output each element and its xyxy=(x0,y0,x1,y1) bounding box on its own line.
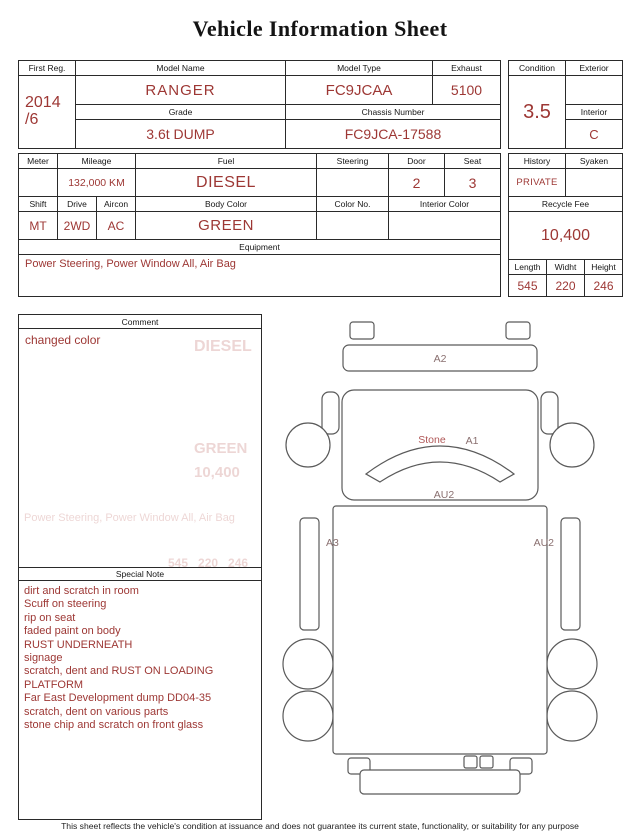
special-note-item: scratch, dent on various parts xyxy=(24,705,169,718)
rear-wheel-right-2 xyxy=(547,691,597,741)
shift-label: Shift xyxy=(19,197,58,212)
equipment-value: Power Steering, Power Window All, Air Bag xyxy=(19,255,501,297)
fuel-label: Fuel xyxy=(136,154,317,169)
color-no-value xyxy=(317,212,389,240)
first-reg-month: /6 xyxy=(25,111,39,128)
condition-score: 3.5 xyxy=(509,76,566,149)
rear-wheel-left-2 xyxy=(283,691,333,741)
body-color-label: Body Color xyxy=(136,197,317,212)
body-color-value: GREEN xyxy=(136,212,317,240)
front-mark-label: A2 xyxy=(433,353,447,365)
front-wheel-right xyxy=(550,423,594,467)
length-label: Length xyxy=(509,260,547,275)
equipment-label: Equipment xyxy=(19,240,501,255)
registration-table xyxy=(18,60,501,149)
aircon-label: Aircon xyxy=(97,197,136,212)
interior-label: Interior xyxy=(566,105,623,120)
special-note-item: signage xyxy=(24,652,63,665)
model-type-value: FC9JCAA xyxy=(286,76,433,105)
door-label: Door xyxy=(389,154,445,169)
syaken-label: Syaken xyxy=(566,154,623,169)
ghost-text: 10,400 xyxy=(194,464,240,481)
chassis-number-value: FC9JCA-17588 xyxy=(286,120,501,149)
cab-mark-label: AU2 xyxy=(433,489,455,501)
special-note-item: dirt and scratch in room xyxy=(24,585,139,597)
color-no-label: Color No. xyxy=(317,197,389,212)
steering-value xyxy=(317,169,389,197)
first-reg-year: 2014 xyxy=(25,94,61,112)
interior-grade: C xyxy=(566,120,623,149)
ghost-text: DIESEL xyxy=(194,338,252,355)
grade-value: 3.6t DUMP xyxy=(76,120,286,149)
special-note-item: scratch, dent and RUST ON LOADING PLATFORM xyxy=(24,665,214,691)
front-marker-left xyxy=(322,392,339,434)
fuel-value: DIESEL xyxy=(136,169,317,197)
condition-label: Condition xyxy=(509,61,566,76)
interior-color-value xyxy=(389,212,501,240)
seat-value: 3 xyxy=(445,169,501,197)
special-note-item: Far East Development dump DD04-35 xyxy=(24,692,212,705)
right-side-mark-label: AU2 xyxy=(533,537,554,549)
model-name-value: RANGER xyxy=(76,76,286,105)
front-wheel-left xyxy=(286,423,330,467)
first-reg-value xyxy=(19,76,76,149)
rear-bumper xyxy=(360,770,520,794)
rear-lamp-center-1 xyxy=(464,756,477,768)
length-value: 545 xyxy=(509,275,547,297)
door-value: 2 xyxy=(389,169,445,197)
special-note-item: stone chip and scratch on front glass xyxy=(24,719,204,732)
meter-value xyxy=(19,169,58,197)
special-note-item: Scuff on steering xyxy=(24,598,107,611)
height-label: Height xyxy=(585,260,623,275)
width-label: Widht xyxy=(547,260,585,275)
recycle-fee-label: Recycle Fee xyxy=(509,197,623,212)
special-note-item: RUST UNDERNEATH xyxy=(24,638,133,651)
windshield-mark-label: A1 xyxy=(465,435,479,447)
aircon-value: AC xyxy=(97,212,136,240)
model-name-label: Model Name xyxy=(76,61,286,76)
ghost-text: 545 220 246 xyxy=(168,556,249,570)
side-rail-left xyxy=(300,518,319,630)
comment-text: changed color xyxy=(25,333,101,347)
roof-marker-left xyxy=(350,322,374,339)
ghost-text: GREEN xyxy=(194,440,248,457)
special-note-list xyxy=(19,581,261,819)
chassis-number-label: Chassis Number xyxy=(286,105,501,120)
condition-table xyxy=(508,60,623,149)
cargo-bed xyxy=(333,506,547,754)
special-note-label: Special Note xyxy=(19,567,261,581)
first-reg-label: First Reg. xyxy=(19,61,76,76)
specs-table xyxy=(18,153,501,297)
rear-wheel-right-1 xyxy=(547,639,597,689)
seat-label: Seat xyxy=(445,154,501,169)
shift-value: MT xyxy=(19,212,58,240)
roof-marker-right xyxy=(506,322,530,339)
windshield-note-label: Stone xyxy=(418,434,446,446)
grade-label: Grade xyxy=(76,105,286,120)
interior-color-label: Interior Color xyxy=(389,197,501,212)
history-label: History xyxy=(509,154,566,169)
left-side-mark-label: A3 xyxy=(326,537,339,549)
history-value: PRIVATE xyxy=(509,169,566,197)
syaken-value xyxy=(566,169,623,197)
history-table xyxy=(508,153,623,297)
mileage-label: Mileage xyxy=(58,154,136,169)
width-value: 220 xyxy=(547,275,585,297)
rear-lamp-center-2 xyxy=(480,756,493,768)
height-value: 246 xyxy=(585,275,623,297)
exterior-label: Exterior xyxy=(566,61,623,76)
vehicle-diagram xyxy=(268,312,634,812)
rear-wheel-left-1 xyxy=(283,639,333,689)
recycle-fee-value: 10,400 xyxy=(509,212,623,260)
exhaust-label: Exhaust xyxy=(433,61,501,76)
special-note-item: rip on seat xyxy=(24,611,76,624)
page-title: Vehicle Information Sheet xyxy=(192,16,448,41)
disclaimer-text: This sheet reflects the vehicle's condition at issuance and does not guarantee its current state, functionality, or suitability for any purpose xyxy=(61,821,579,831)
drive-label: Drive xyxy=(58,197,97,212)
model-type-label: Model Type xyxy=(286,61,433,76)
front-marker-right xyxy=(541,392,558,434)
exhaust-value: 5100 xyxy=(433,76,501,105)
exterior-grade xyxy=(566,76,623,105)
side-rail-right xyxy=(561,518,580,630)
drive-value: 2WD xyxy=(58,212,97,240)
comment-label: Comment xyxy=(19,315,261,329)
meter-label: Meter xyxy=(19,154,58,169)
special-note-item: faded paint on body xyxy=(24,625,121,638)
ghost-text: Power Steering, Power Window All, Air Bag xyxy=(24,512,235,524)
mileage-value: 132,000 KM xyxy=(58,169,136,197)
steering-label: Steering xyxy=(317,154,389,169)
